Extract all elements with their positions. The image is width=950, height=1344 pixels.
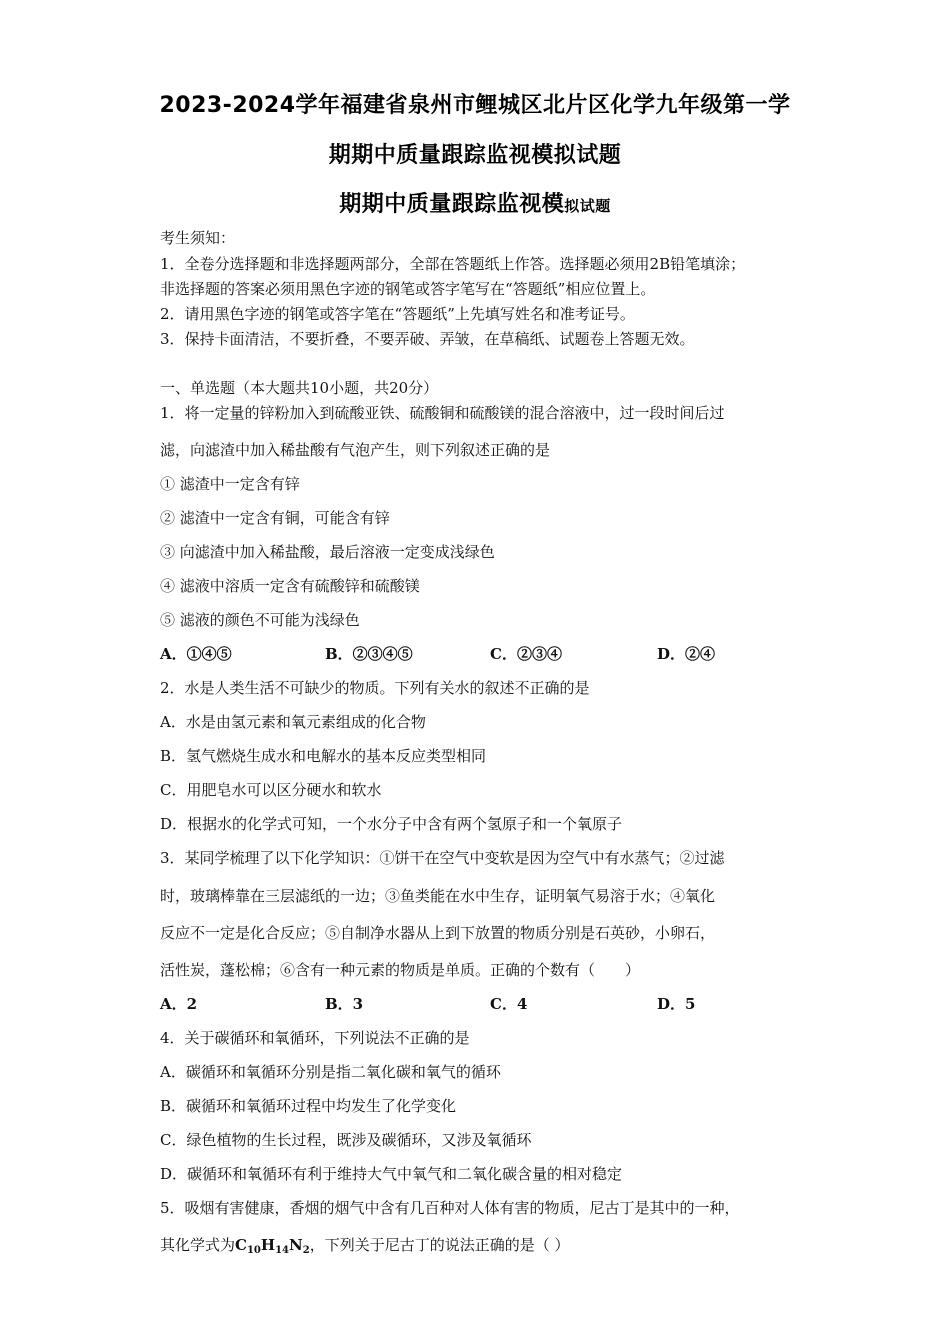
notice-item: 2．请用黑色字迹的钢笔或答字笔在“答题纸”上先填写姓名和准考证号。 [160, 305, 635, 323]
q5-stem-line-1: 5．吸烟有害健康，香烟的烟气中含有几百种对人体有害的物质，尼古丁是其中的一种， [160, 1199, 740, 1217]
q1-options [160, 644, 800, 664]
q2-stem: 2．水是人类生活不可缺少的物质。下列有关水的叙述不正确的是 [160, 679, 590, 697]
q1-stem-line-1: 1．将一定量的锌粉加入到硫酸亚铁、硫酸铜和硫酸镁的混合溶液中，过一段时间后过 [160, 404, 725, 422]
q1-statement: ⑤ 滤液的颜色不可能为浅绿色 [160, 611, 360, 629]
exam-title-line-3-large: 期期中质量跟踪监视模 [339, 192, 565, 217]
q3-option-d: D．5 [657, 995, 696, 1013]
q3-stem-line: 活性炭，蓬松棉；⑥含有一种元素的物质是单质。正确的个数有（ ） [160, 961, 641, 979]
exam-title-line-3-small: 拟试题 [564, 197, 611, 215]
q1-stem-line-2: 滤，向滤渣中加入稀盐酸有气泡产生，则下列叙述正确的是 [160, 441, 551, 459]
notice-item: 1．全卷分选择题和非选择题两部分，全部在答题纸上作答。选择题必须用2B铅笔填涂； [160, 255, 746, 273]
q5-stem-pre: 其化学式为 [160, 1236, 236, 1254]
notice-item: 3．保持卡面清洁，不要折叠，不要弄破、弄皱，在草稿纸、试题卷上答题无效。 [160, 330, 695, 348]
nicotine-formula: $C_{10}H_{14}N_2$ [235, 1236, 310, 1256]
q2-option-b: B．氢气燃烧生成水和电解水的基本反应类型相同 [160, 747, 487, 765]
exam-title-line-3 [0, 187, 950, 218]
q3-stem-line: 3．某同学梳理了以下化学知识：①饼干在空气中变软是因为空气中有水蒸气；②过滤 [160, 849, 725, 867]
q3-option-c: C．4 [490, 995, 528, 1013]
q3-option-b: B．3 [325, 995, 364, 1013]
q3-stem-line: 时，玻璃棒靠在三层滤纸的一边；③鱼类能在水中生存，证明氧气易溶于水；④氧化 [160, 887, 716, 905]
notice-heading: 考生须知： [160, 229, 236, 247]
notice-item: 非选择题的答案必须用黑色字迹的钢笔或答字笔写在“答题纸”相应位置上。 [160, 280, 656, 298]
q1-statement: ① 滤渣中一定含有锌 [160, 475, 300, 493]
q5-stem-line-2 [160, 1235, 800, 1261]
q2-option-c: C．用肥皂水可以区分硬水和软水 [160, 781, 382, 799]
q2-option-a: A．水是由氢元素和氧元素组成的化合物 [160, 713, 426, 731]
q4-option-b: B．碳循环和氧循环过程中均发生了化学变化 [160, 1097, 457, 1115]
q1-option-c: C．②③④ [490, 645, 562, 663]
q1-statement: ④ 滤液中溶质一定含有硫酸锌和硫酸镁 [160, 577, 420, 595]
q4-stem: 4．关于碳循环和氧循环，下列说法不正确的是 [160, 1029, 470, 1047]
section-heading: 一、单选题（本大题共10小题，共20分） [160, 379, 439, 397]
exam-title-line-2: 期期中质量跟踪监视模拟试题 [328, 143, 622, 168]
q1-option-a: A．①④⑤ [160, 645, 232, 663]
q1-option-d: D．②④ [657, 645, 716, 663]
q4-option-c: C．绿色植物的生长过程，既涉及碳循环，又涉及氧循环 [160, 1131, 532, 1149]
q2-option-d: D．根据水的化学式可知，一个水分子中含有两个氢原子和一个氧原子 [160, 815, 623, 833]
exam-title-line-1: 2023-2024学年福建省泉州市鲤城区北片区化学九年级第一学 [159, 93, 791, 118]
q5-stem-post: ，下列关于尼古丁的说法正确的是（ ） [309, 1236, 570, 1254]
q4-option-d: D．碳循环和氧循环有利于维持大气中氧气和二氧化碳含量的相对稳定 [160, 1165, 623, 1183]
q1-statement: ② 滤渣中一定含有铜，可能含有锌 [160, 509, 390, 527]
q1-statement: ③ 向滤渣中加入稀盐酸，最后溶液一定变成浅绿色 [160, 543, 495, 561]
q4-option-a: A．碳循环和氧循环分别是指二氧化碳和氧气的循环 [160, 1063, 501, 1081]
q1-option-b: B．②③④⑤ [325, 645, 413, 663]
q3-option-a: A．2 [160, 995, 198, 1013]
q3-options [160, 994, 800, 1014]
q3-stem-line: 反应不一定是化合反应；⑤自制净水器从上到下放置的物质分别是石英砂，小卵石， [160, 924, 716, 942]
